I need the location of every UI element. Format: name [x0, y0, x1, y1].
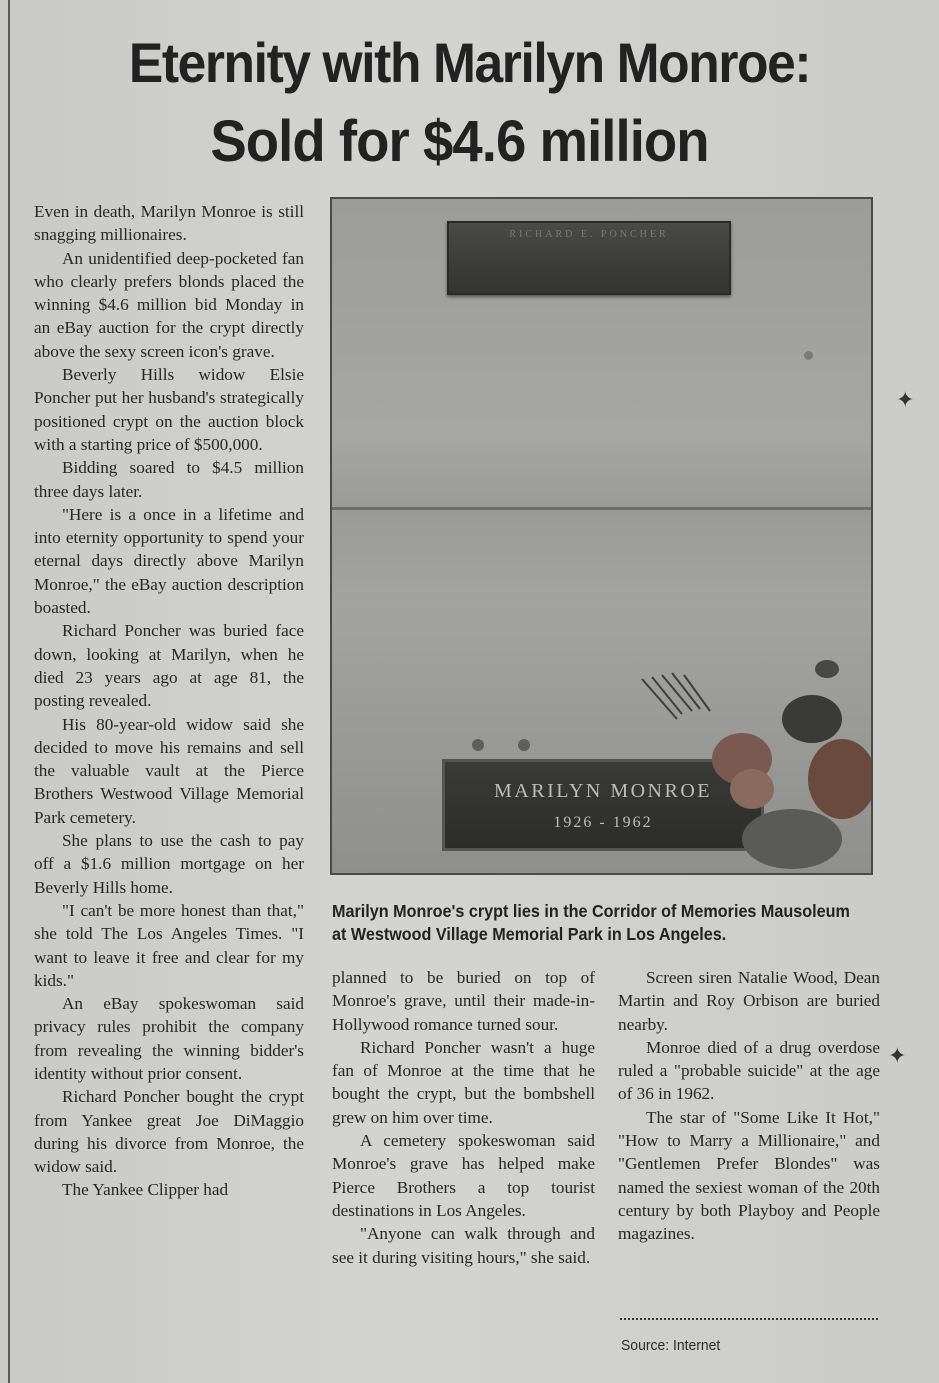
source-divider	[620, 1318, 878, 1320]
article-column-3	[618, 966, 880, 1246]
upper-plaque-text: RICHARD E. PONCHER	[509, 229, 669, 240]
paragraph: Richard Poncher was buried face down, looking at Marilyn, when he died 23 years ago at age 81, the posting revealed.	[34, 621, 304, 711]
paragraph: A cemetery spokeswoman said Monroe's grave has helped make Pierce Brothers a top tourist destinations in Los Angeles.	[332, 1131, 595, 1220]
paragraph: "Anyone can walk through and see it during visiting hours," she said.	[332, 1224, 595, 1267]
paragraph: She plans to use the cash to pay off a $1.6 million mortgage on her Beverly Hills home.	[34, 831, 304, 897]
flowers-graphic	[332, 199, 873, 875]
paragraph: planned to be buried on top of Monroe's grave, until their made-in-Hollywood romance turned sour.	[332, 968, 595, 1034]
paragraph: Beverly Hills widow Elsie Poncher put her husband's strategically positioned crypt on the auction block with a starting price of $500,000.	[34, 365, 304, 454]
paragraph: "I can't be more honest than that," she told The Los Angeles Times. "I want to leave it free and clear for my kids."	[34, 900, 304, 990]
paragraph: Richard Poncher bought the crypt from Yankee great Joe DiMaggio during his divorce from Monroe, the widow said.	[34, 1087, 304, 1177]
source-credit: Source: Internet	[621, 1337, 721, 1354]
article-column-1	[34, 200, 304, 1202]
headline-line1: Eternity with Marilyn Monroe:	[128, 31, 811, 94]
plaque-name: MARILYN MONROE	[494, 780, 712, 802]
article-column-2	[332, 966, 595, 1269]
paragraph: Bidding soared to $4.5 million three days later.	[34, 458, 304, 501]
photo-caption: Marilyn Monroe's crypt lies in the Corridor of Memories Mausoleum at Westwood Village Memorial Park in Los Angeles.	[332, 901, 850, 944]
paragraph: "Here is a once in a lifetime and into eternity opportunity to spend your eternal days directly above Marilyn Monroe," the eBay auction description boasted.	[34, 504, 304, 618]
paragraph: The star of "Some Like It Hot," "How to Marry a Millionaire," and "Gentlemen Prefer Blondes" was named the sexiest woman of the 20th century by both Playboy and People magazines.	[618, 1107, 880, 1244]
paragraph: Monroe died of a drug overdose ruled a "probable suicide" at the age of 36 in 1962.	[618, 1037, 880, 1104]
pin-hole-icon: ✦	[888, 1044, 907, 1069]
paragraph: Even in death, Marilyn Monroe is still snagging millionaires.	[34, 202, 304, 245]
headline-line2: Sold for $4.6 million	[210, 109, 709, 174]
pin-hole-icon: ✦	[896, 388, 915, 413]
paragraph: His 80-year-old widow said she decided to move his remains and sell the valuable vault at the Pierce Brothers Westwood Village Memorial Park cemetery.	[34, 714, 304, 827]
paragraph: An eBay spokeswoman said privacy rules prohibit the company from revealing the winning bidder's identity without prior consent.	[34, 994, 304, 1083]
crypt-photo	[330, 197, 873, 875]
paragraph: The Yankee Clipper had	[62, 1180, 229, 1200]
paragraph: Richard Poncher wasn't a huge fan of Monroe at the time that he bought the crypt, but the bombshell grew on him over time.	[332, 1037, 595, 1127]
paragraph: An unidentified deep-pocketed fan who clearly prefers blonds placed the winning $4.6 million bid Monday in an eBay auction for the crypt directly above the sexy screen icon's grave.	[34, 248, 304, 361]
paragraph: Screen siren Natalie Wood, Dean Martin and Roy Orbison are buried nearby.	[618, 968, 880, 1034]
plaque-years: 1926 - 1962	[553, 814, 653, 831]
column-rule	[8, 0, 10, 1383]
